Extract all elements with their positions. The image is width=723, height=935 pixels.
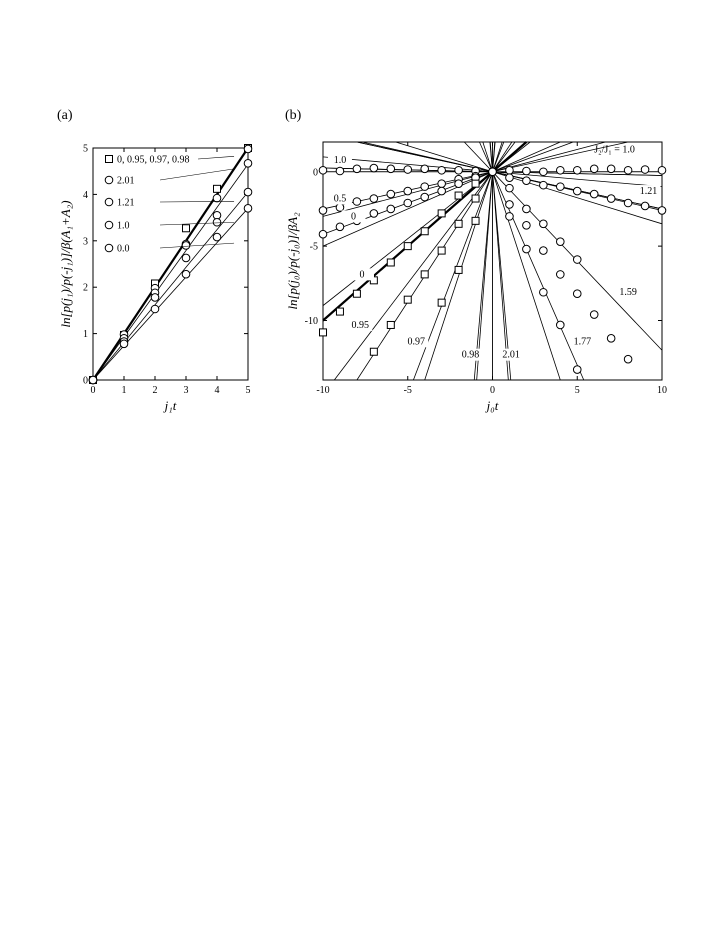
data-point bbox=[455, 180, 463, 188]
data-point bbox=[421, 183, 429, 191]
data-point bbox=[489, 168, 497, 176]
data-point bbox=[387, 190, 395, 198]
data-point bbox=[421, 165, 429, 173]
data-point bbox=[573, 290, 581, 298]
data-point bbox=[404, 296, 411, 303]
data-point bbox=[624, 355, 632, 363]
data-point bbox=[455, 220, 462, 227]
legend-title: J₂/J₁ = 1.0 bbox=[594, 144, 635, 156]
y-tick-label: -5 bbox=[309, 241, 318, 253]
data-point bbox=[506, 166, 514, 174]
data-point bbox=[438, 210, 445, 217]
data-point bbox=[213, 194, 221, 202]
data-point bbox=[658, 166, 666, 174]
data-point bbox=[213, 218, 221, 226]
x-tick-label: 4 bbox=[214, 385, 220, 396]
data-point bbox=[182, 254, 190, 262]
data-point bbox=[182, 270, 190, 278]
data-point bbox=[319, 166, 327, 174]
line-label: 2.01 bbox=[502, 349, 520, 361]
data-point bbox=[506, 184, 514, 192]
line-label: 0 bbox=[351, 211, 357, 223]
legend-leader bbox=[198, 156, 234, 159]
data-point bbox=[336, 167, 344, 175]
data-point bbox=[540, 288, 548, 296]
data-point bbox=[472, 217, 479, 224]
x-tick-label: 0 bbox=[90, 385, 96, 396]
data-point bbox=[183, 225, 190, 232]
x-tick-label: 3 bbox=[183, 385, 189, 396]
data-point bbox=[404, 166, 412, 174]
data-point bbox=[573, 366, 581, 374]
legend-leader bbox=[160, 201, 234, 202]
data-point bbox=[590, 165, 598, 173]
x-axis-title: j₁t bbox=[164, 398, 177, 413]
legend-label: 2.01 bbox=[117, 175, 135, 187]
data-point bbox=[213, 233, 221, 241]
legend-label: 0, 0.95, 0.97, 0.98 bbox=[117, 154, 190, 166]
data-point bbox=[404, 243, 411, 250]
y-tick-label: 3 bbox=[83, 236, 88, 248]
data-point bbox=[624, 166, 632, 174]
data-point bbox=[506, 174, 514, 182]
data-point bbox=[607, 165, 615, 173]
data-point bbox=[438, 187, 446, 195]
data-point bbox=[336, 204, 344, 212]
data-point bbox=[244, 205, 252, 213]
legend-marker bbox=[106, 156, 113, 163]
data-point bbox=[319, 230, 327, 238]
data-point bbox=[540, 168, 548, 176]
data-point bbox=[421, 228, 428, 235]
legend-label: 1.21 bbox=[117, 197, 135, 209]
data-point bbox=[540, 220, 548, 228]
panel-b-label: (b) bbox=[285, 108, 302, 123]
data-point bbox=[506, 201, 514, 209]
data-point bbox=[607, 195, 615, 203]
data-point bbox=[573, 187, 581, 195]
data-point bbox=[506, 213, 514, 221]
line-label: 0.95 bbox=[351, 319, 370, 331]
line-label: 0.97 bbox=[407, 336, 425, 348]
x-tick-label: 5 bbox=[245, 385, 251, 396]
legend-marker bbox=[105, 176, 113, 184]
y-axis-title: ln[p(j₀)/p(-j₀)]/βA₂ bbox=[285, 212, 300, 310]
data-point bbox=[523, 167, 531, 175]
data-point bbox=[244, 145, 252, 153]
y-tick-label: 2 bbox=[83, 282, 88, 294]
data-point bbox=[590, 311, 598, 319]
data-point bbox=[472, 195, 479, 202]
fan-line bbox=[425, 142, 502, 380]
data-point bbox=[182, 242, 190, 250]
data-point bbox=[151, 305, 159, 313]
data-point bbox=[557, 183, 565, 191]
fan-line bbox=[479, 142, 583, 380]
legend-label: 0.0 bbox=[117, 243, 130, 255]
data-point bbox=[624, 199, 632, 207]
series-line bbox=[93, 208, 248, 380]
y-tick-label: -10 bbox=[304, 316, 318, 327]
data-point bbox=[540, 247, 548, 255]
data-point bbox=[573, 166, 581, 174]
x-tick-label: 2 bbox=[152, 385, 158, 396]
line-label: 0.98 bbox=[461, 349, 480, 361]
data-point bbox=[336, 308, 343, 315]
data-point bbox=[370, 348, 377, 355]
data-point bbox=[387, 165, 395, 173]
data-point bbox=[455, 192, 462, 199]
data-point bbox=[455, 266, 462, 273]
data-point bbox=[120, 340, 128, 348]
data-point bbox=[319, 207, 327, 215]
data-point bbox=[438, 166, 446, 174]
data-point bbox=[421, 271, 428, 278]
x-tick-label: 10 bbox=[657, 385, 667, 396]
data-point bbox=[438, 180, 446, 188]
data-point bbox=[370, 164, 378, 172]
y-tick-label: 1 bbox=[83, 329, 88, 341]
legend-leader bbox=[160, 243, 234, 248]
y-axis-title: ln[p(j₁)/p(-j₁)]/β(A₁+A₂) bbox=[58, 200, 73, 328]
data-point bbox=[387, 321, 394, 328]
data-point bbox=[658, 207, 666, 215]
data-point bbox=[404, 187, 412, 195]
legend-leader bbox=[160, 169, 234, 180]
data-point bbox=[214, 185, 221, 192]
y-tick-label: 0 bbox=[83, 375, 88, 387]
line-label: 1.59 bbox=[619, 287, 637, 299]
panel-a-label: (a) bbox=[57, 108, 73, 123]
data-point bbox=[421, 193, 429, 201]
x-tick-label: 0 bbox=[490, 385, 495, 396]
data-point bbox=[244, 188, 252, 196]
data-point bbox=[370, 210, 378, 218]
legend-marker bbox=[105, 244, 113, 252]
data-point bbox=[353, 165, 361, 173]
data-point bbox=[320, 329, 327, 336]
line-label: 0.5 bbox=[333, 193, 347, 205]
data-point bbox=[607, 335, 615, 343]
data-point bbox=[472, 180, 479, 187]
data-point bbox=[244, 160, 252, 168]
data-point bbox=[523, 245, 531, 253]
data-point bbox=[336, 223, 344, 231]
data-point bbox=[557, 271, 565, 279]
line-label: 1.77 bbox=[573, 336, 592, 348]
y-tick-label: 4 bbox=[83, 189, 88, 201]
data-point bbox=[523, 222, 531, 230]
y-tick-label: 5 bbox=[83, 143, 88, 155]
x-tick-label: -10 bbox=[316, 385, 330, 396]
data-point bbox=[641, 202, 649, 210]
data-point bbox=[590, 190, 598, 198]
data-point bbox=[387, 205, 395, 213]
fan-line bbox=[357, 142, 512, 380]
panel-b-chart bbox=[285, 142, 667, 413]
data-point bbox=[404, 199, 412, 207]
data-point bbox=[641, 166, 649, 174]
line-label: 0 bbox=[359, 269, 365, 281]
data-point bbox=[557, 166, 565, 174]
data-point bbox=[573, 256, 581, 264]
data-point bbox=[540, 181, 548, 189]
line-label: 1.21 bbox=[639, 186, 658, 198]
line-label: 1.0 bbox=[333, 154, 347, 166]
data-point bbox=[438, 299, 445, 306]
x-tick-label: 5 bbox=[574, 385, 580, 396]
data-point bbox=[370, 195, 378, 203]
data-point bbox=[455, 166, 463, 174]
legend-label: 1.0 bbox=[117, 220, 130, 232]
data-point bbox=[353, 290, 360, 297]
panel-a-chart bbox=[58, 144, 252, 414]
data-point bbox=[523, 177, 531, 185]
data-point bbox=[438, 247, 445, 254]
y-tick-label: 0 bbox=[313, 167, 318, 179]
data-point bbox=[213, 211, 221, 219]
fan-line bbox=[323, 142, 606, 216]
data-point bbox=[557, 321, 565, 329]
legend-marker bbox=[105, 221, 113, 229]
data-point bbox=[387, 259, 394, 266]
data-point bbox=[151, 294, 159, 302]
x-axis-title: j₀t bbox=[486, 398, 499, 413]
legend-marker bbox=[105, 198, 113, 206]
data-point bbox=[353, 198, 361, 206]
fan-line bbox=[483, 142, 560, 380]
data-point bbox=[89, 376, 97, 384]
data-point bbox=[523, 205, 531, 213]
data-point bbox=[557, 238, 565, 246]
x-tick-label: -5 bbox=[403, 385, 412, 396]
x-tick-label: 1 bbox=[121, 385, 127, 396]
